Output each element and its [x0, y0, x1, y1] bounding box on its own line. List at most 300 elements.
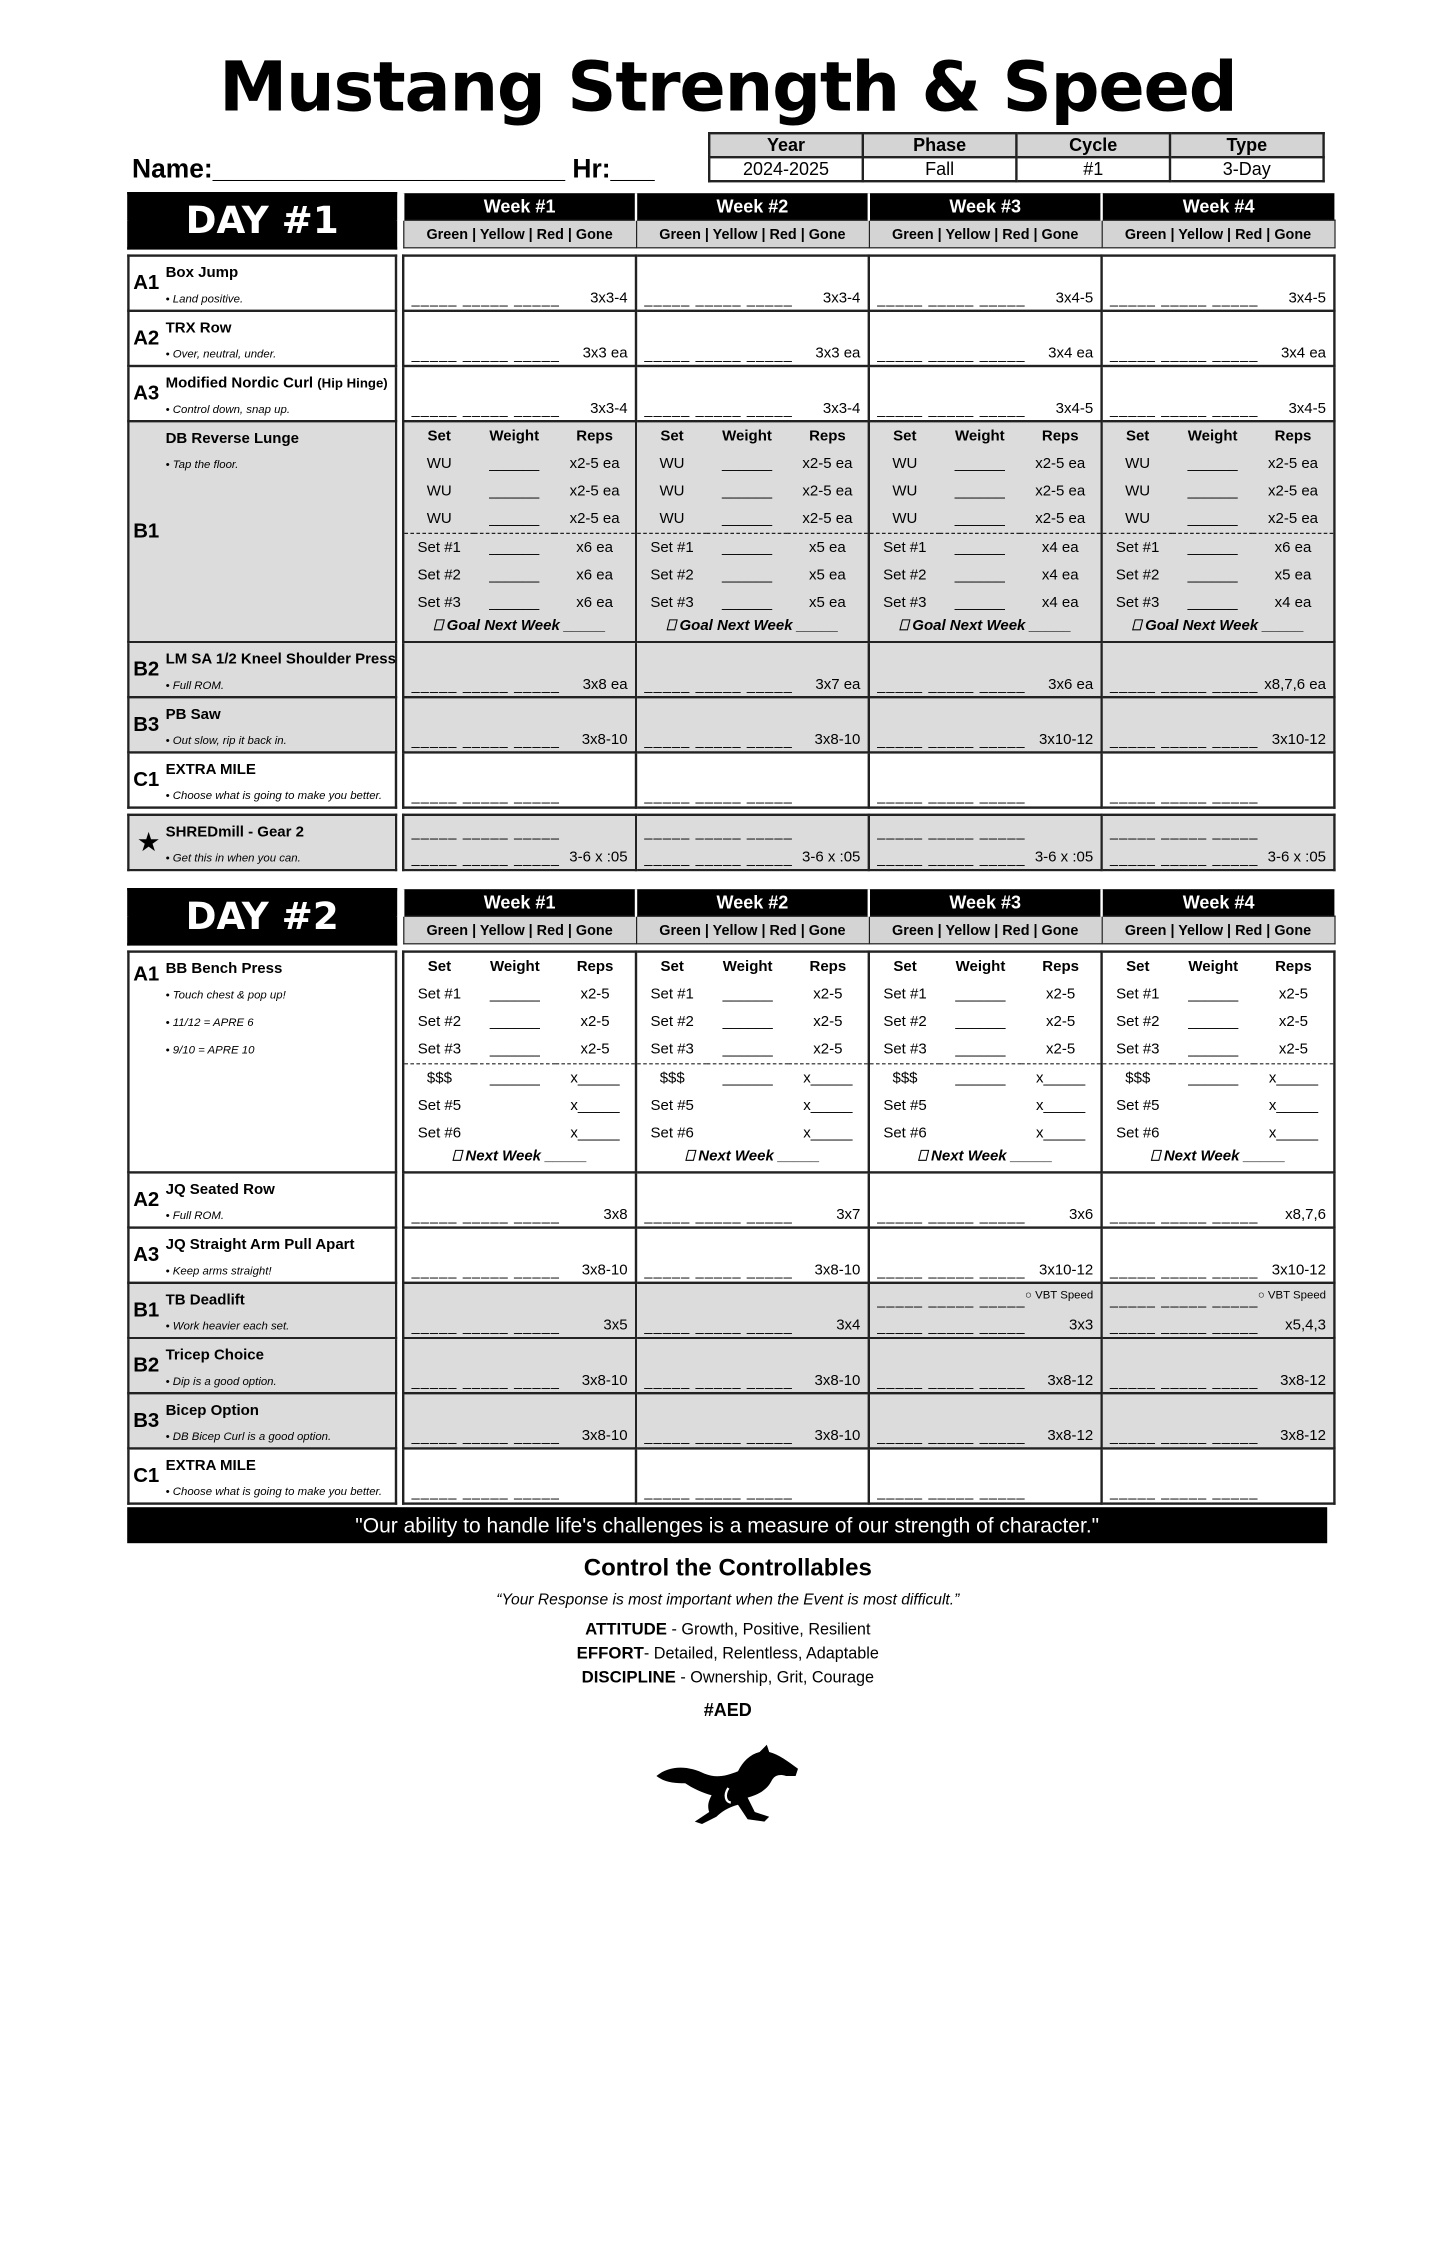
set-entry: x2-5 ea — [554, 505, 634, 533]
set-entry[interactable]: ______ — [954, 566, 1005, 584]
goal-next-week[interactable]: ⎕ Goal Next Week _____ — [433, 616, 606, 633]
set-entry: Set #6 — [650, 1124, 694, 1142]
exercise-name: EXTRA MILE — [165, 760, 256, 778]
exercise-code: C1 — [133, 767, 160, 791]
set-entry: x4 ea — [1041, 538, 1079, 556]
set-entry[interactable] — [940, 1091, 1021, 1119]
prescription: 3x10-12 — [1038, 730, 1094, 747]
set-entry[interactable]: ______ — [955, 1012, 1006, 1030]
exercise-name: Bicep Option — [165, 1401, 259, 1418]
goal-next-week[interactable]: ⎕ Goal Next Week _____ — [899, 616, 1072, 633]
set-entry: x_____ — [1036, 1096, 1086, 1114]
set-entry[interactable]: ______ — [489, 454, 540, 472]
log-cell[interactable]: _____ _____ _____ 3x7 — [636, 1172, 869, 1227]
set-entry: x2-5 ea — [569, 454, 620, 472]
prescription: 3x10-12 — [1038, 1260, 1094, 1278]
log-cell[interactable]: _____ _____ _____ 3x10-12 — [869, 697, 1102, 752]
set-entry: Set #2 — [650, 1012, 694, 1030]
set-entry[interactable]: ______ — [474, 1035, 555, 1063]
log-cell[interactable]: _____ _____ _____ 3x8-10 — [403, 1393, 636, 1448]
color-rating-header: Green | Yellow | Red | Gone — [869, 916, 1102, 944]
set-entry[interactable]: ______ — [940, 505, 1020, 533]
set-entry[interactable]: ______ — [1173, 1035, 1254, 1063]
exercise-label — [128, 1172, 396, 1227]
vbt-speed-checkbox[interactable]: ○ VBT Speed — [1025, 1288, 1094, 1302]
set-entry: x2-5 ea — [802, 482, 853, 500]
set-entry: x2-5 ea — [802, 454, 853, 472]
set-entry: WU — [637, 505, 707, 533]
prescription: 3x5 — [603, 1315, 628, 1333]
set-entry: WU — [1125, 454, 1151, 472]
exercise-note: • Over, neutral, under. — [165, 347, 277, 361]
log-cell[interactable]: _____ _____ _____ 3x8-10 — [636, 1393, 869, 1448]
exercise-note: • Get this in when you can. — [165, 851, 301, 865]
log-cell[interactable]: _____ _____ _____ 3x4 ea — [1102, 310, 1335, 365]
set-entry: x2-5 ea — [1267, 454, 1319, 472]
prescription: 3x8-10 — [814, 730, 861, 747]
color-rating-header: Green | Yellow | Red | Gone — [403, 220, 636, 248]
set-entry: Set #3 — [637, 1035, 707, 1063]
log-cell[interactable]: _____ _____ _____ 3x4 ea — [869, 310, 1102, 365]
vbt-speed-checkbox[interactable]: ○ VBT Speed — [1257, 1288, 1326, 1302]
week-header: Week #1 — [403, 193, 636, 220]
set-entry[interactable] — [474, 1091, 555, 1119]
set-entry: Set #5 — [883, 1096, 927, 1114]
set-entry[interactable]: ______ — [954, 594, 1005, 611]
log-cell[interactable]: _____ _____ _____ — [636, 1448, 869, 1503]
log-cell[interactable]: _____ _____ _____ 3x6 ea — [869, 641, 1102, 696]
prescription: 3x3-4 — [590, 399, 628, 416]
set-entry[interactable]: ______ — [707, 505, 787, 533]
set-entry[interactable]: ______ — [721, 482, 773, 500]
set-entry: x2-5 — [1278, 1012, 1309, 1030]
info-header: Type — [1170, 133, 1324, 157]
set-entry: x2-5 — [1046, 1012, 1076, 1030]
day-label: DAY #1 — [128, 193, 396, 248]
exercise-label — [128, 1393, 396, 1448]
prescription: 3x4 — [836, 1315, 861, 1333]
prescription: 3x10-12 — [1271, 730, 1326, 747]
mustang-horse-logo-icon — [654, 1740, 804, 1826]
log-cell[interactable]: _____ _____ _____ 3x3-4 — [636, 365, 869, 420]
set-entry: x_____ — [1268, 1069, 1319, 1086]
exercise-name: Box Jump — [165, 263, 239, 281]
exercise-label — [128, 814, 396, 869]
log-cell[interactable]: _____ _____ _____ 3x8-10 — [636, 1337, 869, 1392]
set-log-cell: Set Weight Reps WU ______ x2-5 ea WU ______ x2-5 ea WU ______ x2-5 ea Set #1 ______ x6 ea Set #2 ______ x5 ea Set #3 ______ x4 ea ⎕ Goal Next Week _____ — [1102, 421, 1335, 642]
set-entry[interactable] — [707, 1119, 788, 1147]
log-cell[interactable]: _____ _____ _____ 3x4 — [636, 1282, 869, 1337]
exercise-note: • Tap the floor. — [165, 457, 239, 472]
exercise-name: TB Deadlift — [165, 1290, 245, 1308]
set-entry: x_____ — [1268, 1096, 1319, 1114]
log-cell[interactable]: _____ _____ _____ ○ VBT Speed _____ _____ _____ 3x3 — [869, 1282, 1102, 1337]
set-entry: WU — [1125, 482, 1151, 500]
set-entry: x2-5 — [580, 985, 610, 1003]
set-entry[interactable]: ______ — [721, 454, 773, 472]
set-entry: x2-5 ea — [1253, 505, 1333, 533]
week-header: Week #4 — [1102, 193, 1335, 220]
exercise-label — [128, 697, 396, 752]
log-cell[interactable]: _____ _____ _____ 3x10-12 — [1102, 1227, 1335, 1282]
set-entry[interactable]: ______ — [489, 1069, 540, 1086]
value-attitude: ATTITUDE - Growth, Positive, Resilient — [585, 1618, 871, 1639]
exercise-code: A1 — [133, 961, 160, 985]
set-log-cell: Set Weight Reps Set #1 ______ x2-5 Set #2 ______ x2-5 Set #3 ______ x2-5 $$$ ______ x_____ Set #5 x_____ Set #6 x_____ ⎕ Next Week _____ — [869, 951, 1102, 1172]
set-entry: Set #6 — [417, 1124, 462, 1142]
set-entry: Set #5 — [417, 1096, 462, 1114]
set-entry: Set #3 — [650, 594, 694, 611]
prescription: 3x8-10 — [581, 1260, 628, 1278]
program-info-table — [708, 132, 1325, 182]
info-value: 3-Day — [1170, 157, 1324, 181]
set-entry[interactable]: ______ — [489, 538, 540, 556]
set-entry: WU — [426, 454, 452, 472]
log-cell[interactable]: _____ _____ _____ 3x8-10 — [403, 1227, 636, 1282]
prescription: 3x3 — [1069, 1315, 1094, 1333]
exercise-label — [128, 365, 396, 420]
prescription: 3x4-5 — [1055, 288, 1094, 306]
set-entry: x2-5 — [1278, 985, 1309, 1003]
set-log-cell: Set Weight Reps Set #1 ______ x2-5 Set #2 ______ x2-5 Set #3 ______ x2-5 $$$ ______ x_____ Set #5 x_____ Set #6 x_____ ⎕ Next Week _____ — [403, 951, 636, 1172]
prescription: x8,7,6 ea — [1264, 675, 1326, 692]
set-entry: Set #1 — [650, 985, 694, 1003]
set-entry: x2-5 — [788, 1035, 868, 1063]
log-cell[interactable]: _____ _____ _____ 3x3 ea — [403, 310, 636, 365]
set-entry[interactable] — [1173, 1091, 1254, 1119]
set-entry: WU — [892, 482, 918, 500]
log-cell[interactable]: _____ _____ _____ 3x4-5 — [869, 365, 1102, 420]
log-cell[interactable]: _____ _____ _____ x8,7,6 ea — [1102, 641, 1335, 696]
set-entry: $$$ — [1125, 1069, 1151, 1086]
goal-next-week[interactable]: ⎕ Next Week _____ — [452, 1146, 587, 1164]
set-entry[interactable]: ______ — [1188, 1069, 1239, 1086]
exercise-code: B2 — [133, 1353, 160, 1376]
log-cell[interactable]: _____ _____ _____ 3x4-5 — [1102, 365, 1335, 420]
set-entry[interactable]: ______ — [955, 1069, 1006, 1086]
set-log-cell: Set Weight Reps WU ______ x2-5 ea WU ______ x2-5 ea WU ______ x2-5 ea Set #1 ______ x5 ea Set #2 ______ x5 ea Set #3 ______ x5 ea ⎕ Goal Next Week _____ — [636, 421, 869, 642]
set-entry: Set #2 — [883, 1012, 927, 1030]
set-entry[interactable]: ______ — [1172, 505, 1252, 533]
exercise-name: BB Bench Press — [165, 959, 283, 977]
exercise-note: • 11/12 = APRE 6 — [165, 1015, 254, 1029]
prescription: 3x8-12 — [1047, 1371, 1094, 1388]
prescription: 3-6 x :05 — [569, 847, 628, 865]
log-cell[interactable]: _____ _____ _____ 3x3-4 — [403, 255, 636, 310]
log-cell[interactable]: _____ _____ _____ — [636, 752, 869, 807]
set-log-cell: Set Weight Reps Set #1 ______ x2-5 Set #2 ______ x2-5 Set #3 ______ x2-5 $$$ ______ x_____ Set #5 x_____ Set #6 x_____ ⎕ Next Week _____ — [1102, 951, 1335, 1172]
set-entry: x_____ — [1036, 1069, 1086, 1086]
log-cell[interactable]: _____ _____ _____ 3x3-4 — [636, 255, 869, 310]
info-header: Year — [709, 133, 863, 157]
exercise-note: • Work heavier each set. — [165, 1319, 290, 1333]
prescription: x8,7,6 — [1285, 1205, 1326, 1223]
set-entry: $$$ — [659, 1069, 685, 1086]
log-cell[interactable]: _____ _____ _____ _____ _____ _____ 3-6 x :05 — [636, 814, 869, 869]
value-discipline: DISCIPLINE - Ownership, Grit, Courage — [581, 1666, 874, 1687]
color-rating-header: Green | Yellow | Red | Gone — [869, 220, 1102, 248]
goal-next-week[interactable]: ⎕ Goal Next Week _____ — [1131, 616, 1305, 633]
exercise-code: B1 — [133, 1297, 160, 1321]
exercise-name: PB Saw — [165, 705, 221, 722]
exercise-code: A2 — [133, 1187, 160, 1211]
set-entry: x5 ea — [809, 594, 846, 611]
set-entry[interactable]: ______ — [474, 505, 554, 533]
set-entry: Set #2 — [417, 1012, 462, 1030]
set-entry: x_____ — [803, 1096, 853, 1114]
set-entry: x_____ — [1268, 1124, 1319, 1142]
set-entry: x5 ea — [1274, 566, 1312, 584]
set-entry[interactable]: ______ — [489, 985, 540, 1003]
set-entry[interactable] — [474, 1119, 555, 1147]
set-entry: x2-5 ea — [1035, 482, 1086, 500]
exercise-note: • Full ROM. — [165, 1209, 225, 1223]
set-entry[interactable]: ______ — [1187, 454, 1238, 472]
set-entry: x5 ea — [809, 566, 846, 584]
set-entry: x_____ — [570, 1069, 620, 1086]
quote-banner: "Our ability to handle life's challenges is a measure of our strength of character." — [127, 1507, 1327, 1543]
prescription: 3x6 — [1069, 1205, 1094, 1223]
set-entry: x6 ea — [576, 538, 613, 556]
footer-subtitle: “Your Response is most important when the Event is most difficult.” — [496, 1590, 960, 1609]
set-entry[interactable]: ______ — [721, 538, 773, 556]
set-entry[interactable]: ______ — [954, 454, 1005, 472]
exercise-name: JQ Straight Arm Pull Apart — [165, 1235, 355, 1253]
exercise-code: ★ — [136, 826, 161, 857]
set-entry[interactable]: ______ — [721, 594, 773, 611]
log-cell[interactable]: _____ _____ _____ 3x8-12 — [1102, 1393, 1335, 1448]
log-cell[interactable]: _____ _____ _____ 3x8-10 — [636, 697, 869, 752]
set-entry: $$$ — [426, 1069, 452, 1086]
set-entry: WU — [404, 505, 474, 533]
info-value: #1 — [1016, 157, 1170, 181]
color-rating-header: Green | Yellow | Red | Gone — [1102, 220, 1335, 248]
exercise-code: A1 — [133, 270, 160, 294]
set-entry[interactable]: ______ — [1187, 482, 1238, 500]
set-entry: x6 ea — [1274, 538, 1312, 556]
set-entry[interactable]: ______ — [489, 1012, 540, 1030]
set-entry: x2-5 — [1046, 985, 1076, 1003]
log-cell[interactable]: _____ _____ _____ _____ _____ _____ 3-6 x :05 — [403, 814, 636, 869]
prescription: 3x4 ea — [1280, 343, 1326, 361]
set-entry: Set #1 — [883, 538, 927, 556]
set-entry[interactable]: ______ — [954, 538, 1005, 556]
log-cell[interactable]: _____ _____ _____ — [403, 1448, 636, 1503]
set-entry: x_____ — [570, 1096, 620, 1114]
goal-next-week[interactable]: ⎕ Next Week _____ — [1150, 1146, 1286, 1164]
prescription: 3x4-5 — [1288, 288, 1326, 306]
log-cell[interactable]: _____ _____ _____ 3x3 ea — [636, 310, 869, 365]
prescription: 3-6 x :05 — [1034, 847, 1094, 865]
week-header: Week #3 — [869, 889, 1102, 916]
set-entry: x2-5 — [813, 1012, 843, 1030]
set-entry[interactable]: ______ — [707, 1035, 788, 1063]
set-entry[interactable]: ______ — [955, 985, 1006, 1003]
set-entry: Set #2 — [883, 566, 927, 584]
log-cell[interactable]: _____ _____ _____ 3x4-5 — [1102, 255, 1335, 310]
info-value: 2024-2025 — [709, 157, 863, 181]
day-label: DAY #2 — [128, 889, 396, 944]
set-entry: Set #1 — [650, 538, 694, 556]
log-cell[interactable]: _____ _____ _____ 3x8-12 — [869, 1337, 1102, 1392]
set-entry: x_____ — [803, 1069, 853, 1086]
set-entry: Set #3 — [404, 1035, 474, 1063]
prescription: 3x7 — [836, 1205, 861, 1223]
set-entry: Set #6 — [883, 1124, 927, 1142]
exercise-name: Tricep Choice — [165, 1345, 264, 1363]
log-cell[interactable]: _____ _____ _____ — [1102, 752, 1335, 807]
goal-next-week[interactable]: ⎕ Next Week _____ — [917, 1146, 1053, 1164]
exercise-code: B3 — [133, 1408, 160, 1431]
log-cell[interactable]: _____ _____ _____ — [869, 752, 1102, 807]
exercise-label — [128, 1337, 396, 1392]
log-cell[interactable]: _____ _____ _____ 3x8-12 — [1102, 1337, 1335, 1392]
exercise-note: • 9/10 = APRE 10 — [165, 1043, 255, 1057]
set-entry[interactable]: ______ — [721, 566, 773, 584]
log-cell[interactable]: _____ _____ _____ 3x10-12 — [1102, 697, 1335, 752]
log-cell[interactable]: _____ _____ _____ 3x7 ea — [636, 641, 869, 696]
set-entry: WU — [1103, 505, 1173, 533]
set-entry: Set #1 — [417, 985, 462, 1003]
exercise-note: • Keep arms straight! — [165, 1264, 272, 1278]
set-entry: x2-5 ea — [569, 482, 620, 500]
set-entry[interactable]: ______ — [722, 1012, 773, 1030]
log-cell[interactable]: _____ _____ _____ x8,7,6 — [1102, 1172, 1335, 1227]
exercise-note: • Control down, snap up. — [165, 402, 291, 416]
set-entry: x2-5 ea — [787, 505, 867, 533]
color-rating-header: Green | Yellow | Red | Gone — [636, 220, 869, 248]
set-entry[interactable]: ______ — [954, 482, 1005, 500]
color-rating-header: Green | Yellow | Red | Gone — [1102, 916, 1335, 944]
log-cell[interactable]: _____ _____ _____ — [403, 752, 636, 807]
exercise-code: A2 — [133, 325, 160, 349]
set-entry[interactable]: ______ — [1188, 1012, 1239, 1030]
exercise-label — [128, 641, 396, 696]
exercise-code: C1 — [133, 1463, 160, 1487]
set-entry[interactable]: ______ — [722, 985, 773, 1003]
exercise-label — [128, 1282, 396, 1337]
set-entry: x4 ea — [1041, 594, 1079, 611]
set-entry[interactable]: ______ — [489, 482, 540, 500]
week-header: Week #2 — [636, 889, 869, 916]
prescription: 3x8-10 — [814, 1426, 861, 1443]
exercise-code: B2 — [133, 657, 160, 680]
exercise-note: • Land positive. — [165, 292, 244, 306]
prescription: 3x6 ea — [1048, 675, 1094, 692]
set-entry: x6 ea — [576, 594, 613, 611]
log-cell[interactable]: _____ _____ _____ 3x10-12 — [869, 1227, 1102, 1282]
log-cell[interactable]: _____ _____ _____ 3x8-10 — [403, 697, 636, 752]
set-entry[interactable] — [940, 1119, 1021, 1147]
exercise-note: • Touch chest & pop up! — [165, 988, 286, 1002]
prescription: 3x10-12 — [1271, 1260, 1326, 1278]
set-entry: WU — [892, 454, 918, 472]
prescription: 3x3 ea — [815, 343, 861, 361]
set-entry: x_____ — [803, 1124, 853, 1142]
set-entry[interactable]: ______ — [1188, 985, 1239, 1003]
log-cell[interactable]: _____ _____ _____ 3x8-10 — [636, 1227, 869, 1282]
set-entry: x2-5 ea — [1035, 454, 1086, 472]
log-cell[interactable]: _____ _____ _____ 3x8-12 — [869, 1393, 1102, 1448]
exercise-code: B1 — [133, 519, 160, 542]
log-cell[interactable]: _____ _____ _____ _____ _____ _____ 3-6 x :05 — [869, 814, 1102, 869]
set-entry[interactable]: ______ — [1187, 566, 1238, 584]
exercise-code: B3 — [133, 712, 160, 735]
set-log-cell: Set Weight Reps WU ______ x2-5 ea WU ______ x2-5 ea WU ______ x2-5 ea Set #1 ______ x6 ea Set #2 ______ x6 ea Set #3 ______ x6 ea ⎕ Goal Next Week _____ — [403, 421, 636, 642]
set-entry[interactable]: ______ — [1187, 538, 1238, 556]
log-cell[interactable]: _____ _____ _____ 3x8-10 — [403, 1337, 636, 1392]
prescription: 3x8 — [603, 1205, 628, 1223]
info-header: Phase — [863, 133, 1017, 157]
exercise-name: LM SA 1/2 Kneel Shoulder Press — [165, 649, 396, 667]
exercise-label — [128, 421, 396, 642]
log-cell[interactable]: _____ _____ _____ — [1102, 1448, 1335, 1503]
exercise-name: DB Reverse Lunge — [165, 429, 299, 446]
exercise-label — [128, 1227, 396, 1282]
set-entry: x_____ — [1036, 1124, 1086, 1142]
log-cell[interactable]: _____ _____ _____ — [869, 1448, 1102, 1503]
exercise-note: • Full ROM. — [165, 678, 225, 692]
color-rating-header: Green | Yellow | Red | Gone — [403, 916, 636, 944]
set-entry[interactable] — [1173, 1119, 1254, 1147]
set-entry: x5 ea — [809, 538, 846, 556]
set-entry[interactable]: ______ — [940, 1035, 1021, 1063]
goal-next-week[interactable]: ⎕ Next Week _____ — [685, 1146, 820, 1164]
set-entry[interactable]: ______ — [722, 1069, 773, 1086]
exercise-label — [128, 951, 396, 1172]
set-entry: Set #2 — [1115, 566, 1160, 584]
prescription: 3x4-5 — [1055, 399, 1094, 416]
name-hour-field[interactable]: Name:________________________ Hr:___ — [132, 153, 655, 184]
exercise-name: TRX Row — [165, 318, 232, 336]
log-cell[interactable]: _____ _____ _____ 3x8 — [403, 1172, 636, 1227]
goal-next-week[interactable]: ⎕ Goal Next Week _____ — [666, 616, 839, 633]
prescription: x5,4,3 — [1285, 1315, 1326, 1333]
set-entry[interactable]: ______ — [489, 594, 540, 611]
log-cell[interactable]: _____ _____ _____ 3x8 ea — [403, 641, 636, 696]
prescription: 3x3-4 — [590, 288, 628, 306]
set-entry: x2-5 — [1021, 1035, 1101, 1063]
set-entry: Set #1 — [417, 538, 461, 556]
log-cell[interactable]: _____ _____ _____ 3x6 — [869, 1172, 1102, 1227]
log-cell[interactable]: _____ _____ _____ 3x4-5 — [869, 255, 1102, 310]
log-cell[interactable]: _____ _____ _____ _____ _____ _____ 3-6 x :05 — [1102, 814, 1335, 869]
prescription: 3x8-10 — [814, 1260, 861, 1278]
prescription: 3x4 ea — [1048, 343, 1094, 361]
prescription: 3x8-12 — [1280, 1426, 1326, 1443]
set-entry: x4 ea — [1041, 566, 1079, 584]
exercise-name: EXTRA MILE — [165, 1456, 256, 1473]
exercise-note: • Choose what is going to make you better. — [165, 1485, 383, 1499]
set-entry: WU — [659, 454, 685, 472]
color-rating-header: Green | Yellow | Red | Gone — [636, 916, 869, 944]
set-entry: WU — [870, 505, 940, 533]
exercise-label — [128, 1448, 396, 1503]
set-entry: Set #2 — [417, 566, 461, 584]
set-entry[interactable]: ______ — [1187, 594, 1238, 611]
set-entry[interactable] — [707, 1091, 788, 1119]
set-entry[interactable]: ______ — [489, 566, 540, 584]
log-cell[interactable]: _____ _____ _____ 3x5 — [403, 1282, 636, 1337]
log-cell[interactable]: _____ _____ _____ 3x3-4 — [403, 365, 636, 420]
prescription: 3x8-10 — [814, 1371, 861, 1388]
set-entry: x4 ea — [1274, 594, 1312, 611]
set-entry: x6 ea — [576, 566, 613, 584]
set-entry: Set #3 — [1103, 1035, 1173, 1063]
info-header: Cycle — [1016, 133, 1170, 157]
log-cell[interactable]: _____ _____ _____ ○ VBT Speed _____ _____ _____ x5,4,3 — [1102, 1282, 1335, 1337]
set-entry: Set #3 — [883, 594, 927, 611]
